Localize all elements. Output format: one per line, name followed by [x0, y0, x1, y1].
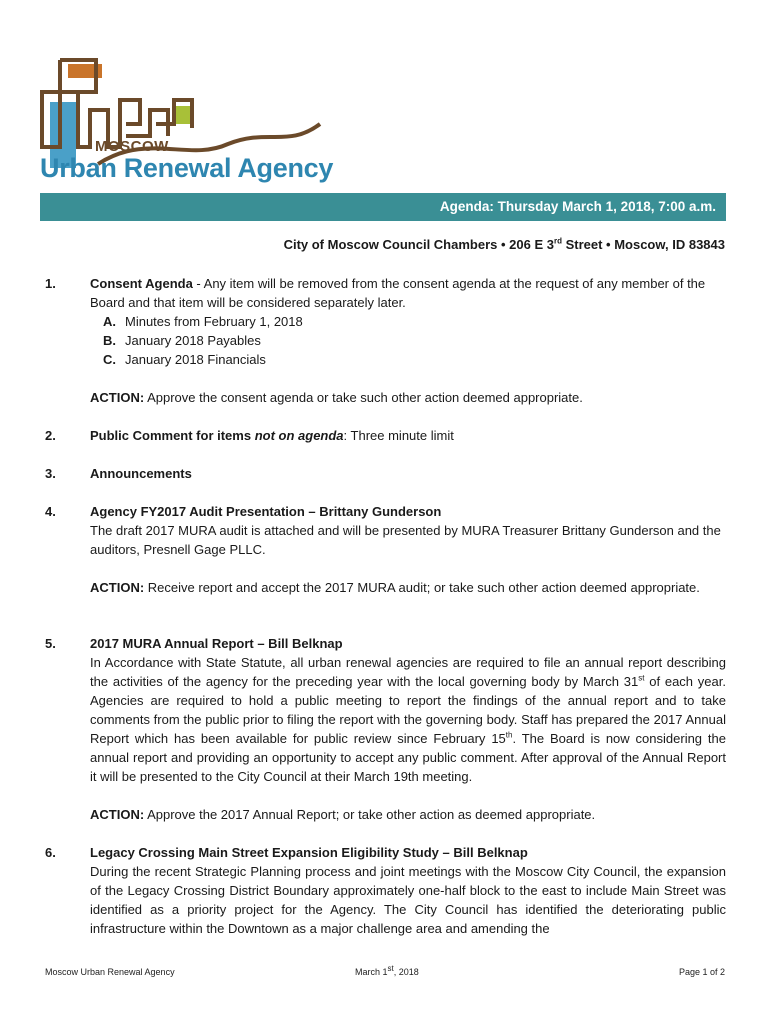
- location-text-end: Street • Moscow, ID 83843: [561, 237, 725, 252]
- item-title: Announcements: [90, 466, 192, 481]
- item-action: [90, 805, 726, 824]
- desc-part: of each year. Agencies are required to hold a public meeting to report the findings of the annual report and to take comments from the public prior to filing the report with the governing body. Staff has prepared the 2017 Annual Report which has been available for public review since February 15: [90, 674, 726, 746]
- location-text: City of Moscow Council Chambers • 206 E 3: [283, 237, 554, 252]
- item-title: 2017 MURA Annual Report – Bill Belknap: [90, 636, 343, 651]
- item-title-emphasis: not on agenda: [254, 428, 344, 443]
- action-label: ACTION:: [90, 807, 145, 822]
- agenda-item-1: [45, 274, 726, 407]
- item-desc: The draft 2017 MURA audit is attached and will be presented by MURA Treasurer Brittany Gunderson and the auditors, Presnell Gage PLLC.: [90, 523, 721, 557]
- item-number: 4.: [45, 504, 56, 519]
- agenda-item-3: [45, 464, 726, 483]
- footer-date-text: March 1: [355, 967, 388, 977]
- sub-item-key: C.: [103, 352, 116, 367]
- item-desc: During the recent Strategic Planning process and joint meetings with the Moscow City Council, the expansion of the Legacy Crossing District Boundary approximately one-half block to the east to include Main Street was identified as a priority project for the Agency. The City Council has identified the deteriorating public infrastructure within the Downtown as a major challenge area and amending the: [90, 864, 726, 936]
- footer-date: [355, 964, 419, 977]
- item-desc: [90, 653, 726, 786]
- action-text: Approve the 2017 Annual Report; or take other action as deemed appropriate.: [144, 807, 596, 822]
- item-title: Public Comment for items: [90, 428, 255, 443]
- action-text: Receive report and accept the 2017 MURA audit; or take such other action deemed appropriate.: [144, 580, 700, 595]
- footer-date-year: , 2018: [393, 967, 419, 977]
- item-desc: : Three minute limit: [343, 428, 454, 443]
- meeting-location: [284, 237, 725, 252]
- logo-green-block: [174, 106, 190, 124]
- item-number: 3.: [45, 466, 56, 481]
- item-desc: - Any item will be removed from the consent agenda at the request of any member of the Board and that item will be considered separately later.: [90, 276, 706, 310]
- location-sup: rd: [553, 236, 562, 246]
- sub-item: [103, 312, 726, 331]
- sub-item-key: A.: [103, 314, 116, 329]
- agenda-header-bar: [40, 193, 726, 221]
- desc-sup: st: [638, 673, 645, 683]
- item-number: 1.: [45, 276, 56, 291]
- action-text: Approve the consent agenda or take such other action deemed appropriate.: [147, 390, 583, 405]
- agenda-title: Agenda: Thursday March 1, 2018, 7:00 a.m.: [439, 199, 716, 214]
- desc-sup: th: [505, 730, 513, 740]
- sub-item-text: January 2018 Financials: [125, 352, 266, 367]
- desc-part: . The Board is now considering the annual report and providing an opportunity to accept any public comment. After approval of the Annual Report it will be presented to the City Council at their March 19th meeting.: [90, 731, 726, 784]
- action-label: ACTION:: [90, 390, 145, 405]
- item-number: 5.: [45, 636, 56, 651]
- agenda-item-2: [45, 426, 726, 445]
- item-number: 2.: [45, 428, 56, 443]
- logo-agency-name: Urban Renewal Agency: [40, 153, 334, 183]
- sub-item-text: Minutes from February 1, 2018: [125, 314, 303, 329]
- item-number: 6.: [45, 845, 56, 860]
- item-action: [90, 578, 726, 597]
- item-title: Consent Agenda: [90, 276, 193, 291]
- footer-page-number: Page 1 of 2: [678, 967, 725, 977]
- agenda-item-6: [45, 843, 726, 938]
- footer-date-sup: st: [387, 964, 394, 973]
- item-title: Legacy Crossing Main Street Expansion Eligibility Study – Bill Belknap: [90, 845, 528, 860]
- item-action: [90, 388, 726, 407]
- footer-org: Moscow Urban Renewal Agency: [45, 967, 175, 977]
- desc-part: In Accordance with State Statute, all urban renewal agencies are required to file an annual report describing the activities of the agency for the preceding year with the local governing body by March 31: [90, 655, 726, 689]
- sub-item-key: B.: [103, 333, 116, 348]
- sub-item-text: January 2018 Payables: [125, 333, 261, 348]
- sub-item: [103, 350, 726, 369]
- action-label: ACTION:: [90, 580, 145, 595]
- item-title: Agency FY2017 Audit Presentation – Brittany Gunderson: [90, 504, 442, 519]
- sub-item: [103, 331, 726, 350]
- agenda-item-5: [45, 634, 726, 824]
- agenda-item-4: [45, 502, 726, 597]
- logo-moscow-text: MOSCOW: [95, 138, 169, 155]
